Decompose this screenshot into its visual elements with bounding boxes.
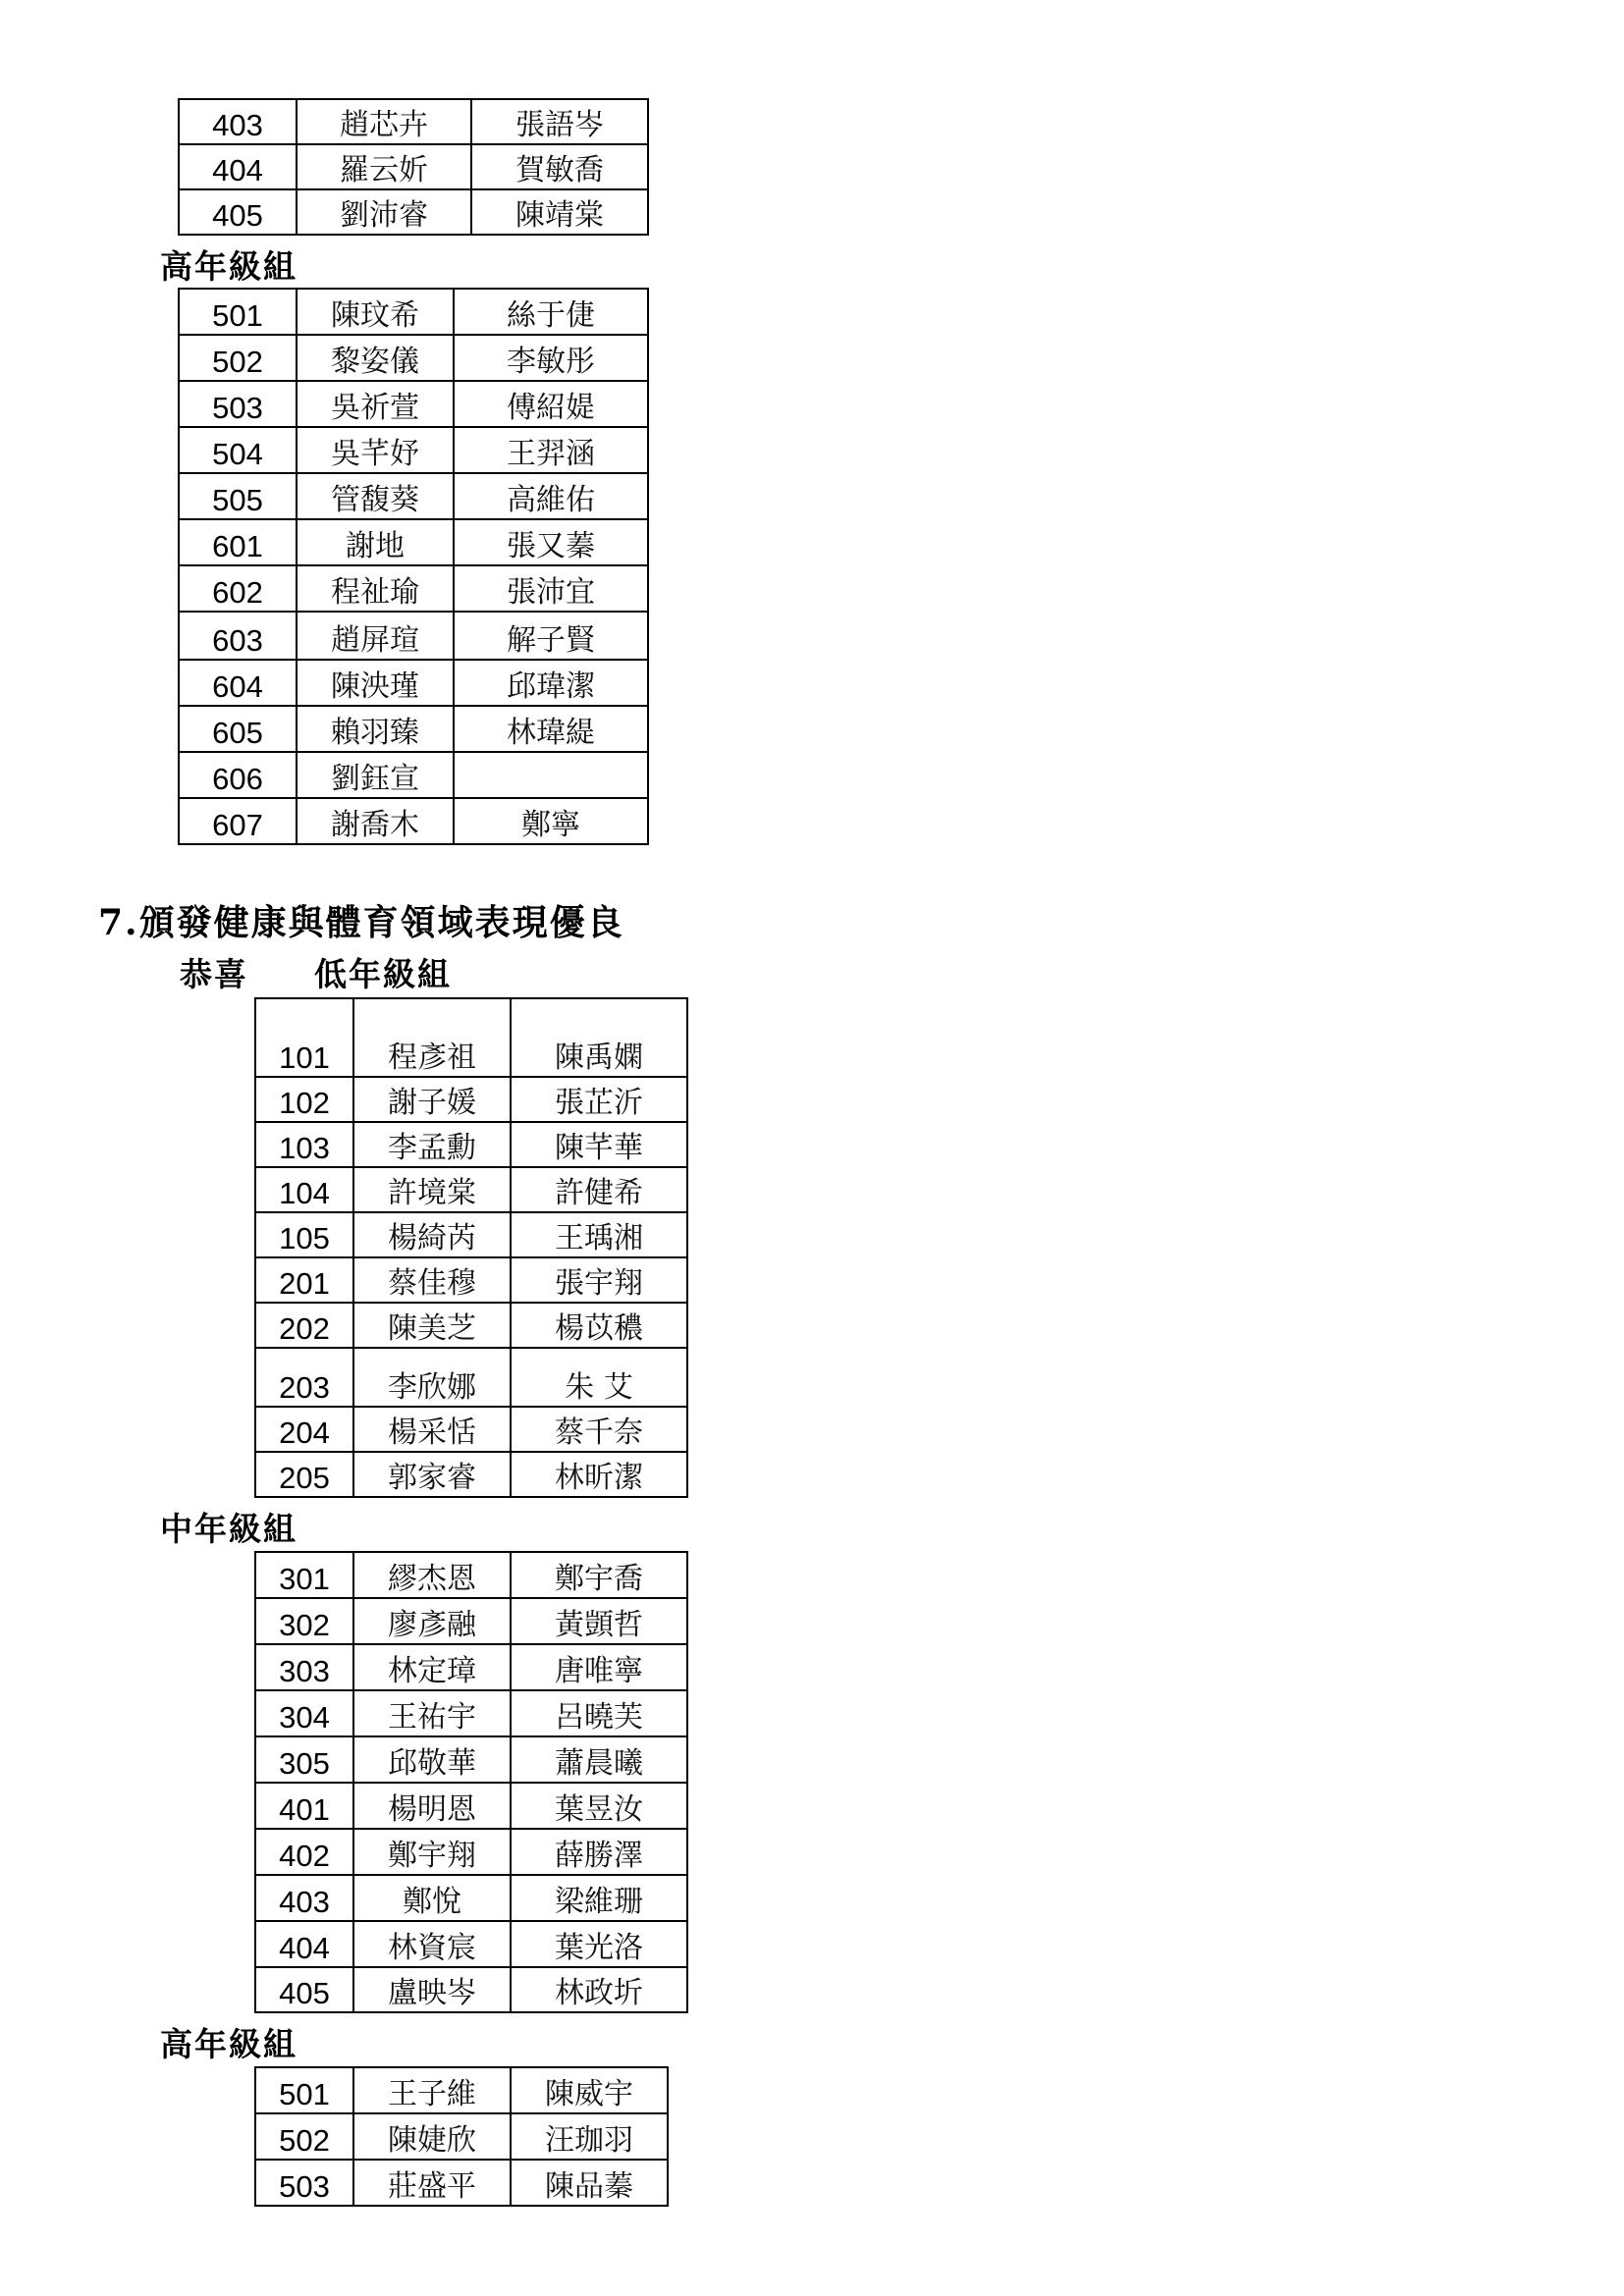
- table-row: [179, 335, 648, 381]
- student-name-cell: 陳品蓁: [511, 2160, 668, 2206]
- high-grade-group-label-2: 高年級組: [160, 2025, 298, 2063]
- class-number-cell: 205: [255, 1452, 353, 1497]
- class-number-cell: 605: [179, 706, 297, 752]
- student-name-cell: 傅紹媞: [454, 381, 648, 427]
- student-name-cell: 林瑋緹: [454, 706, 648, 752]
- table-row: [255, 1212, 687, 1257]
- class-number-cell: 505: [179, 473, 297, 519]
- student-name-cell: 蕭晨曦: [511, 1736, 687, 1783]
- student-name-cell: 李敏彤: [454, 335, 648, 381]
- class-number-cell: 403: [179, 99, 297, 144]
- student-name-cell: 陳玟希: [297, 289, 454, 335]
- student-name-cell: 高維佑: [454, 473, 648, 519]
- table-row: [179, 612, 648, 660]
- student-name-cell: 陳芊華: [511, 1122, 687, 1167]
- class-number-cell: 503: [179, 381, 297, 427]
- mid-grade-group-label: 中年級組: [160, 1510, 298, 1548]
- student-name-cell: 薛勝澤: [511, 1829, 687, 1875]
- table-row: [179, 565, 648, 612]
- table-row: [255, 2067, 668, 2113]
- student-name-cell: 盧映岑: [353, 1967, 511, 2012]
- section-7-heading: 7.頒發健康與體育領域表現優良: [98, 902, 624, 943]
- student-name-cell: 廖彥融: [353, 1598, 511, 1644]
- roster-table-high-grade-2: [254, 2066, 669, 2207]
- congrats-label: 恭喜: [180, 955, 248, 993]
- student-name-cell: 黃顗哲: [511, 1598, 687, 1644]
- student-name-cell: 楊苡穠: [511, 1303, 687, 1348]
- student-name-cell: 張芷沂: [511, 1077, 687, 1122]
- table-row: [255, 1077, 687, 1122]
- roster-table-mid-grade: [254, 1551, 688, 2013]
- student-name-cell: 蔡千奈: [511, 1407, 687, 1452]
- table-row: [179, 473, 648, 519]
- student-name-cell: 李欣娜: [353, 1348, 511, 1407]
- student-name-cell: 許境棠: [353, 1167, 511, 1212]
- table-row: [255, 2113, 668, 2160]
- student-name-cell: 管馥葵: [297, 473, 454, 519]
- student-name-cell: 賀敏喬: [471, 144, 648, 189]
- class-number-cell: 607: [179, 798, 297, 844]
- student-name-cell: 楊采恬: [353, 1407, 511, 1452]
- student-name-cell: 陳美芝: [353, 1303, 511, 1348]
- student-name-cell: 許健希: [511, 1167, 687, 1212]
- student-name-cell: 王子維: [353, 2067, 511, 2113]
- student-name-cell: 鄭寧: [454, 798, 648, 844]
- class-number-cell: 203: [255, 1348, 353, 1407]
- roster-table-low-grade: [254, 997, 688, 1498]
- student-name-cell: 呂曉芙: [511, 1690, 687, 1736]
- class-number-cell: 103: [255, 1122, 353, 1167]
- class-number-cell: 604: [179, 660, 297, 706]
- student-name-cell: 趙屏瑄: [297, 612, 454, 660]
- low-grade-group-label: 低年級組: [314, 955, 452, 993]
- student-name-cell: 解子賢: [454, 612, 648, 660]
- class-number-cell: 405: [179, 189, 297, 235]
- student-name-cell: 鄭悅: [353, 1875, 511, 1921]
- table-row: [255, 1167, 687, 1212]
- table-row: [255, 1783, 687, 1829]
- table-row: [179, 144, 648, 189]
- roster-table-continued: [178, 98, 649, 236]
- class-number-cell: 303: [255, 1644, 353, 1690]
- student-name-cell: 張宇翔: [511, 1257, 687, 1303]
- class-number-cell: 602: [179, 565, 297, 612]
- class-number-cell: 402: [255, 1829, 353, 1875]
- class-number-cell: 404: [179, 144, 297, 189]
- table-row: [255, 998, 687, 1077]
- class-number-cell: 304: [255, 1690, 353, 1736]
- student-name-cell: 謝子媛: [353, 1077, 511, 1122]
- student-name-cell: 張又蓁: [454, 519, 648, 565]
- student-name-cell: 黎姿儀: [297, 335, 454, 381]
- student-name-cell: 繆杰恩: [353, 1552, 511, 1598]
- class-number-cell: 502: [179, 335, 297, 381]
- table-row: [179, 289, 648, 335]
- table-row: [255, 1257, 687, 1303]
- student-name-cell: 陳泱瑾: [297, 660, 454, 706]
- student-name-cell: 劉鈺宣: [297, 752, 454, 798]
- table-row: [179, 519, 648, 565]
- class-number-cell: 501: [179, 289, 297, 335]
- class-number-cell: 202: [255, 1303, 353, 1348]
- table-row: [255, 1875, 687, 1921]
- high-grade-group-label: 高年級組: [160, 247, 298, 286]
- student-name-cell: 蔡佳穆: [353, 1257, 511, 1303]
- student-name-cell: 梁維珊: [511, 1875, 687, 1921]
- student-name-cell: 王瑀湘: [511, 1212, 687, 1257]
- student-name-cell: 邱敬華: [353, 1736, 511, 1783]
- table-row: [255, 1122, 687, 1167]
- student-name-cell: 絲于倢: [454, 289, 648, 335]
- table-row: [255, 1644, 687, 1690]
- class-number-cell: 403: [255, 1875, 353, 1921]
- table-row: [255, 1552, 687, 1598]
- class-number-cell: 504: [179, 427, 297, 473]
- table-row: [255, 1829, 687, 1875]
- table-row: [255, 1303, 687, 1348]
- table-row: [179, 706, 648, 752]
- student-name-cell: 劉沛睿: [297, 189, 471, 235]
- class-number-cell: 503: [255, 2160, 353, 2206]
- student-name-cell: 張語岑: [471, 99, 648, 144]
- class-number-cell: 603: [179, 612, 297, 660]
- student-name-cell: 林資宸: [353, 1921, 511, 1967]
- table-row: [255, 1452, 687, 1497]
- student-name-cell: 王祐宇: [353, 1690, 511, 1736]
- student-name-cell: 邱瑋潔: [454, 660, 648, 706]
- table-row: [179, 427, 648, 473]
- student-name-cell: 吳祈萱: [297, 381, 454, 427]
- student-name-cell: 程彥祖: [353, 998, 511, 1077]
- table-row: [179, 99, 648, 144]
- student-name-cell: 郭家睿: [353, 1452, 511, 1497]
- student-name-cell: 羅云妡: [297, 144, 471, 189]
- class-number-cell: 104: [255, 1167, 353, 1212]
- table-row: [255, 1967, 687, 2012]
- student-name-cell: 程祉瑜: [297, 565, 454, 612]
- class-number-cell: 404: [255, 1921, 353, 1967]
- roster-table-high-grade: [178, 288, 649, 845]
- student-name-cell: 趙芯卉: [297, 99, 471, 144]
- class-number-cell: 105: [255, 1212, 353, 1257]
- student-name-cell: 葉昱汝: [511, 1783, 687, 1829]
- student-name-cell: 陳婕欣: [353, 2113, 511, 2160]
- table-row: [255, 1407, 687, 1452]
- class-number-cell: 401: [255, 1783, 353, 1829]
- student-name-cell: 鄭宇喬: [511, 1552, 687, 1598]
- table-row: [255, 1598, 687, 1644]
- student-name-cell: 林定璋: [353, 1644, 511, 1690]
- table-row: [179, 189, 648, 235]
- student-name-cell: 林政圻: [511, 1967, 687, 2012]
- table-row: [179, 660, 648, 706]
- student-name-cell: 謝地: [297, 519, 454, 565]
- student-name-cell: [454, 752, 648, 798]
- student-name-cell: 鄭宇翔: [353, 1829, 511, 1875]
- student-name-cell: 李孟勳: [353, 1122, 511, 1167]
- class-number-cell: 405: [255, 1967, 353, 2012]
- student-name-cell: 陳威宇: [511, 2067, 668, 2113]
- student-name-cell: 汪珈羽: [511, 2113, 668, 2160]
- table-row: [255, 1348, 687, 1407]
- student-name-cell: 林昕潔: [511, 1452, 687, 1497]
- class-number-cell: 302: [255, 1598, 353, 1644]
- class-number-cell: 601: [179, 519, 297, 565]
- table-row: [255, 1921, 687, 1967]
- table-row: [255, 1736, 687, 1783]
- student-name-cell: 吳芊妤: [297, 427, 454, 473]
- table-row: [179, 752, 648, 798]
- class-number-cell: 301: [255, 1552, 353, 1598]
- table-row: [179, 798, 648, 844]
- table-row: [179, 381, 648, 427]
- table-row: [255, 2160, 668, 2206]
- class-number-cell: 305: [255, 1736, 353, 1783]
- student-name-cell: 王羿涵: [454, 427, 648, 473]
- class-number-cell: 204: [255, 1407, 353, 1452]
- student-name-cell: 莊盛平: [353, 2160, 511, 2206]
- student-name-cell: 楊明恩: [353, 1783, 511, 1829]
- student-name-cell: 張沛宜: [454, 565, 648, 612]
- student-name-cell: 陳靖棠: [471, 189, 648, 235]
- class-number-cell: 501: [255, 2067, 353, 2113]
- student-name-cell: 陳禹嫻: [511, 998, 687, 1077]
- student-name-cell: 楊綺芮: [353, 1212, 511, 1257]
- class-number-cell: 606: [179, 752, 297, 798]
- student-name-cell: 朱 艾: [511, 1348, 687, 1407]
- student-name-cell: 唐唯寧: [511, 1644, 687, 1690]
- student-name-cell: 謝喬木: [297, 798, 454, 844]
- class-number-cell: 201: [255, 1257, 353, 1303]
- class-number-cell: 502: [255, 2113, 353, 2160]
- student-name-cell: 賴羽臻: [297, 706, 454, 752]
- class-number-cell: 101: [255, 998, 353, 1077]
- class-number-cell: 102: [255, 1077, 353, 1122]
- table-row: [255, 1690, 687, 1736]
- student-name-cell: 葉光洛: [511, 1921, 687, 1967]
